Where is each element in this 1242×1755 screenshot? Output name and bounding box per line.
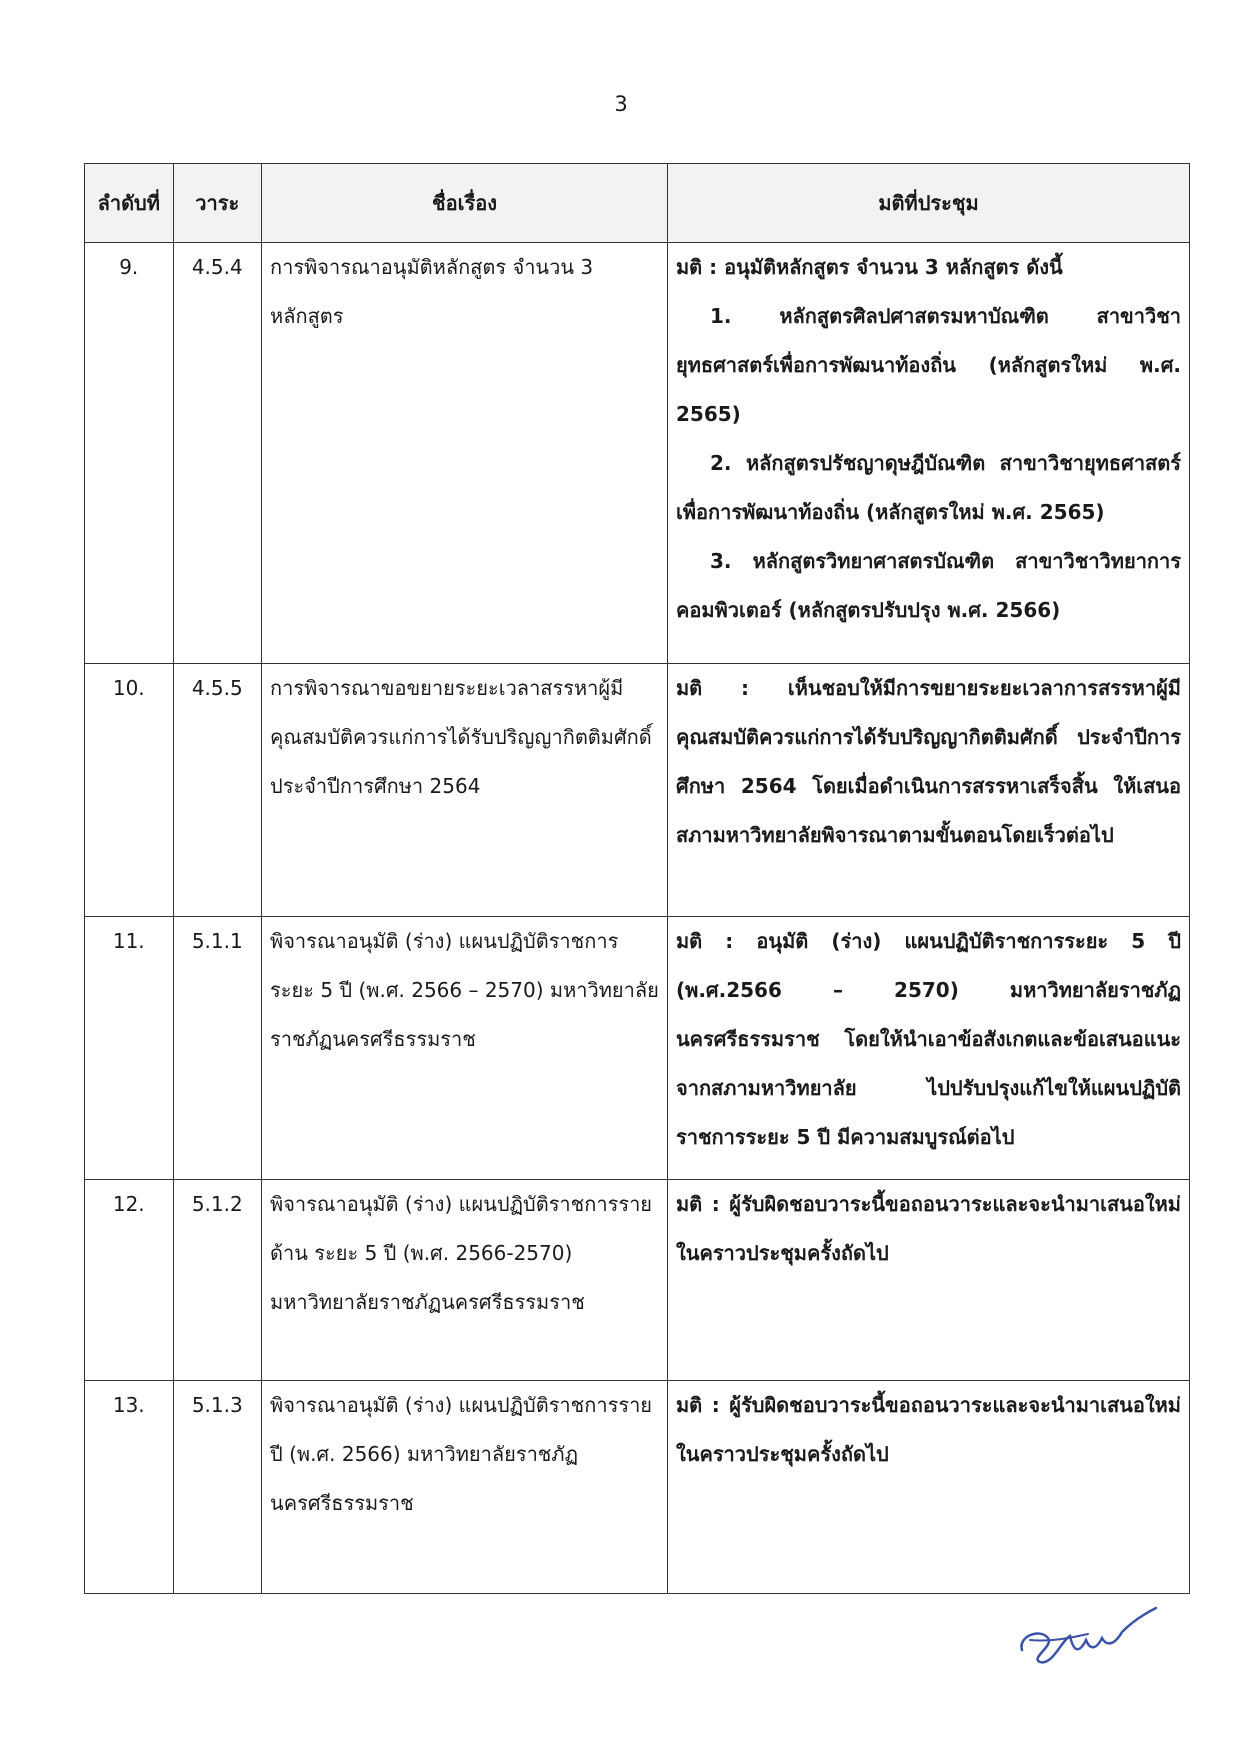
row-title: การพิจารณาขอขยายระยะเวลาสรรหาผู้มีคุณสมบัติควรแก่การได้รับปริญญากิตติมศักดิ์ ประจำปีการศึกษา 2564 <box>262 664 668 917</box>
resolution-text: ผู้รับผิดชอบวาระนี้ขอถอนวาระและจะนำมาเสนอใหม่ในคราวประชุมครั้งถัดไป <box>676 1393 1181 1466</box>
header-title: ชื่อเรื่อง <box>262 164 668 243</box>
resolution-text: อนุมัติหลักสูตร จำนวน 3 หลักสูตร ดังนี้ <box>724 255 1063 279</box>
row-resolution <box>668 917 1190 1180</box>
table-row <box>85 243 1190 664</box>
row-title: พิจารณาอนุมัติ (ร่าง) แผนปฏิบัติราชการรายด้าน ระยะ 5 ปี (พ.ศ. 2566-2570) มหาวิทยาลัยราชภัฏนครศรีธรรมราช <box>262 1180 668 1381</box>
resolution-text: เห็นชอบให้มีการขยายระยะเวลาการสรรหาผู้มีคุณสมบัติควรแก่การได้รับปริญญากิตติมศักดิ์ ประจำปีการศึกษา 2564 โดยเมื่อดำเนินการสรรหาเสร็จสิ้น ให้เสนอสภามหาวิทยาลัยพิจารณาตามขั้นตอนโดยเร็วต่อไป <box>676 676 1181 847</box>
table-header-row <box>85 164 1190 243</box>
row-resolution <box>668 1180 1190 1381</box>
resolution-item: 2. หลักสูตรปรัชญาดุษฎีบัณฑิต สาขาวิชายุทธศาสตร์เพื่อการพัฒนาท้องถิ่น (หลักสูตรใหม่ พ.ศ. 2565) <box>676 451 1181 524</box>
row-no: 11. <box>85 917 174 1180</box>
resolution-item: 3. หลักสูตรวิทยาศาสตรบัณฑิต สาขาวิชาวิทยาการคอมพิวเตอร์ (หลักสูตรปรับปรุง พ.ศ. 2566) <box>676 549 1181 622</box>
row-agenda: 5.1.2 <box>173 1180 262 1381</box>
resolution-item: 1. หลักสูตรศิลปศาสตรมหาบัณฑิต สาขาวิชายุทธศาสตร์เพื่อการพัฒนาท้องถิ่น (หลักสูตรใหม่ พ.ศ. 2565) <box>676 304 1181 426</box>
resolution-text: ผู้รับผิดชอบวาระนี้ขอถอนวาระและจะนำมาเสนอใหม่ในคราวประชุมครั้งถัดไป <box>676 1192 1181 1265</box>
row-title: พิจารณาอนุมัติ (ร่าง) แผนปฏิบัติราชการระยะ 5 ปี (พ.ศ. 2566 – 2570) มหาวิทยาลัยราชภัฏนครศรีธรรมราช <box>262 917 668 1180</box>
handwritten-signature <box>1010 1588 1160 1678</box>
row-agenda: 4.5.5 <box>173 664 262 917</box>
header-no: ลำดับที่ <box>85 164 174 243</box>
header-agenda: วาระ <box>173 164 262 243</box>
table-row <box>85 917 1190 1180</box>
resolutions-table <box>84 163 1190 1594</box>
resolution-text: อนุมัติ (ร่าง) แผนปฏิบัติราชการระยะ 5 ปี (พ.ศ.2566 – 2570) มหาวิทยาลัยราชภัฏนครศรีธรรมราช โดยให้นำเอาข้อสังเกตและข้อเสนอแนะจากสภามหาวิทยาลัย ไปปรับปรุงแก้ไขให้แผนปฏิบัติราชการระยะ 5 ปี มีความสมบูรณ์ต่อไป <box>676 929 1181 1149</box>
row-title: พิจารณาอนุมัติ (ร่าง) แผนปฏิบัติราชการรายปี (พ.ศ. 2566) มหาวิทยาลัยราชภัฏนครศรีธรรมราช <box>262 1381 668 1594</box>
resolution-label: มติ : <box>676 1393 720 1417</box>
row-resolution <box>668 1381 1190 1594</box>
row-title: การพิจารณาอนุมัติหลักสูตร จำนวน 3 หลักสูตร <box>262 243 668 664</box>
row-agenda: 5.1.3 <box>173 1381 262 1594</box>
row-agenda: 4.5.4 <box>173 243 262 664</box>
resolution-label: มติ : <box>676 929 734 953</box>
row-no: 12. <box>85 1180 174 1381</box>
page-number: 3 <box>614 92 628 116</box>
row-no: 13. <box>85 1381 174 1594</box>
header-resolution: มติที่ประชุม <box>668 164 1190 243</box>
table-row <box>85 1381 1190 1594</box>
row-no: 10. <box>85 664 174 917</box>
resolution-label: มติ : <box>676 676 750 700</box>
resolution-label: มติ : <box>676 1192 720 1216</box>
row-resolution <box>668 243 1190 664</box>
row-resolution <box>668 664 1190 917</box>
row-no: 9. <box>85 243 174 664</box>
table-row <box>85 1180 1190 1381</box>
resolution-label: มติ : <box>676 255 718 279</box>
table-row <box>85 664 1190 917</box>
row-agenda: 5.1.1 <box>173 917 262 1180</box>
